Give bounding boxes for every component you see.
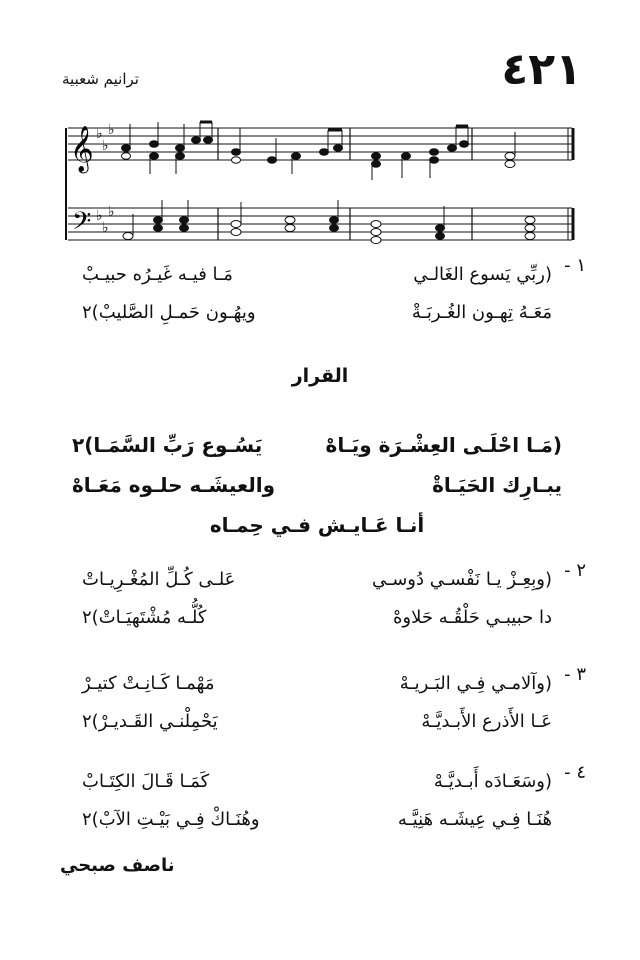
svg-text:♭: ♭ (96, 126, 103, 142)
svg-text:♭: ♭ (108, 122, 115, 138)
refrain-line: (مَـا احْلَـى العِشْـرَة ويَـاهْ (325, 433, 562, 457)
refrain-line: يَسُـوع رَبِّ السَّمَـا)٢ (72, 433, 263, 457)
verse-line: كُلُّـه مُشْتَهيَـاتْ)٢ (82, 606, 207, 628)
verse-line: مَعَـهُ تِهـون الغُـربَـةْ (411, 301, 552, 323)
verse-line: عَلـى كُـلِّ المُغْـرِيـاتْ (82, 568, 236, 590)
verse-line: وهُنَـاكْ فِـي بَيْـتِ الآبْ)٢ (82, 808, 260, 830)
refrain-title: القرار (291, 365, 349, 387)
verse-number: ١ - (564, 255, 586, 276)
verse-line: هُنَـا فِـي عِيشَـه هَنِيَّـه (397, 808, 552, 830)
bass-notes (123, 200, 535, 244)
verse-line: عَـا الأَذرع الأَبـديَّـهْ (421, 710, 552, 732)
refrain-line: أنـا عَـايـش فـي حِمـاه (209, 513, 425, 537)
hymn-number: ٤٢١ (501, 44, 582, 95)
verse-3 (82, 664, 586, 740)
verse-4 (82, 762, 586, 838)
refrain (72, 425, 562, 545)
key-signature (96, 122, 115, 236)
svg-text:♭: ♭ (108, 204, 115, 220)
music-score (60, 110, 580, 260)
verse-number: ٢ - (564, 560, 586, 581)
verse-line: مَهْمـا كَـانِـتْ كتيـرْ (82, 672, 215, 694)
verse-line: دا حبيبـي حَلْقُـه حَلاوهْ (393, 606, 552, 628)
verse-line: (وبِعِـزْ يـا نَفْسـي دُوسـي (371, 568, 552, 590)
verse-line: (وسَعَـادَه أَبـديَّـهْ (433, 770, 552, 792)
verse-line: (وآلامـي فِـي البَـريـهْ (399, 672, 552, 694)
svg-text:♭: ♭ (96, 208, 103, 224)
treble-notes (122, 122, 516, 180)
verse-line: يَحْمِلْنـي القَـديـرْ)٢ (82, 710, 218, 732)
treble-staff (68, 128, 572, 160)
verse-line: ويهُـون حَمـلِ الصَّليبْ)٢ (82, 301, 256, 323)
verse-line: مَـا فيـه غَيـرُه حبيـبْ (82, 263, 233, 285)
bass-staff (68, 208, 572, 240)
verse-1 (82, 255, 586, 331)
treble-clef: 𝄞 (70, 126, 94, 172)
verse-number: ٤ - (564, 762, 586, 783)
bass-clef: 𝄢 (72, 207, 92, 242)
book-title: ترانيم شعبية (62, 70, 139, 88)
author-name: ناصف صبحي (60, 855, 175, 876)
svg-text:♭: ♭ (102, 138, 109, 154)
verse-line: كَمَـا قَـالَ الكِتَـابْ (82, 770, 210, 792)
svg-text:♭: ♭ (102, 220, 109, 236)
verse-2 (82, 560, 586, 636)
refrain-line: والعيشَـه حلـوه مَعَـاهْ (72, 473, 276, 497)
verse-line: (ربِّي يَسوع الغَالـي (413, 263, 552, 285)
verse-number: ٣ - (564, 664, 586, 685)
refrain-line: يبـارِك الحَيَـاةْ (432, 473, 562, 497)
